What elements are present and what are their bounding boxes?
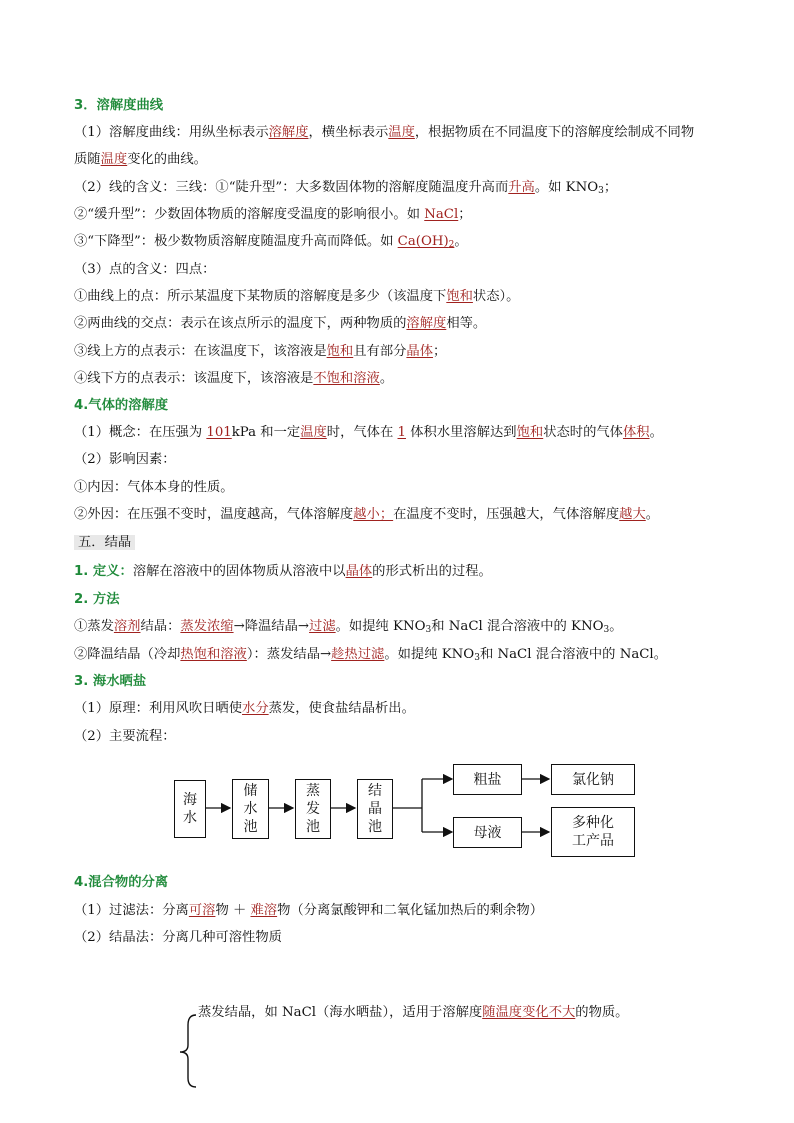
flow-box-evaporation-pond: 蒸 发 池 (295, 779, 331, 839)
paragraph: （2）结晶法：分离几种可溶性物质 (74, 930, 282, 945)
paragraph: （2）影响因素： (74, 452, 176, 467)
paragraph: ④线下方的点表示：该温度下，该溶液是不饱和溶液。 (74, 371, 394, 386)
paragraph: ③“下降型”：极少数物质溶解度随温度升高而降低。如 $Ca(OH)_2$。 (74, 234, 468, 250)
section-title-solubility-curve: 3．溶解度曲线 (74, 98, 164, 113)
paragraph: （3）点的含义：四点： (74, 262, 216, 277)
subsection-title-sea-salt: 3. 海水晒盐 (74, 674, 147, 689)
subsection-title-methods: 2. 方法 (74, 592, 120, 607)
paragraph: ②两曲线的交点：表示在该点所示的温度下，两种物质的溶解度相等。 (74, 316, 487, 331)
flow-box-sodium-chloride: 氯化钠 (551, 764, 635, 795)
paragraph: （1）概念：在压强为 101kPa 和一定温度时，气体在 1 体积水里溶解达到饱和状态时的气体体积。 (74, 425, 663, 440)
flow-box-mother-liquor: 母液 (453, 817, 522, 848)
section-title-mixture-separation: 4.混合物的分离 (74, 875, 169, 890)
paragraph: ①内因：气体本身的性质。 (74, 480, 234, 495)
flow-box-seawater: 海 水 (174, 780, 206, 838)
paragraph: （2）线的含义：三线：①“陡升型”：大多数固体物的溶解度随温度升高而升高。如 $KNO_3$； (74, 180, 618, 196)
paragraph: ②外因：在压强不变时，温度越高，气体溶解度越小；在温度不变时，压强越大，气体溶解度越大。 (74, 507, 660, 522)
paragraph: （2）主要流程： (74, 729, 176, 744)
flow-box-crystallization-pond: 结 晶 池 (357, 779, 393, 839)
flow-box-crude-salt: 粗盐 (453, 764, 522, 795)
paragraph: （1）溶解度曲线：用纵坐标表示溶解度，横坐标表示温度，根据物质在不同温度下的溶解度绘制成不同物 (74, 125, 695, 140)
paragraph: ①曲线上的点：所示某温度下某物质的溶解度是多少（该温度下饱和状态）。 (74, 289, 520, 304)
paragraph: ②“缓升型”：少数固体物质的溶解度受温度的影响很小。如 NaCl； (74, 207, 472, 222)
paragraph: （1）过滤法：分离可溶物 ＋ 难溶物（分离氯酸钾和二氧化锰加热后的剩余物） (74, 903, 544, 918)
paragraph: 1. 定义：溶解在溶液中的固体物质从溶液中以晶体的形式析出的过程。 (74, 564, 492, 579)
paragraph-evaporation-crystallization: 蒸发结晶，如 NaCl（海水晒盐），适用于溶解度随温度变化不大的物质。 (198, 1005, 629, 1020)
flow-box-chemical-products: 多种化 工产品 (551, 807, 635, 857)
paragraph: ①蒸发溶剂结晶：蒸发浓缩→降温结晶→过滤。如提纯 $KNO_3$和 NaCl 混合溶液中的 $KNO_3$。 (74, 619, 623, 635)
section-title-gas-solubility: 4.气体的溶解度 (74, 398, 169, 413)
paragraph: 质随温度变化的曲线。 (74, 152, 207, 167)
paragraph: ③线上方的点表示：在该温度下，该溶液是饱和且有部分晶体； (74, 344, 447, 359)
section-title-crystallization: 五．结晶 (74, 533, 135, 553)
paragraph: ②降温结晶（冷却热饱和溶液）：蒸发结晶→趁热过滤。如提纯 $KNO_3$和 NaCl 混合溶液中的 NaCl。 (74, 647, 667, 663)
paragraph: （1）原理：利用风吹日晒使水分蒸发，使食盐结晶析出。 (74, 701, 415, 716)
brace-icon (180, 1015, 196, 1087)
flow-box-storage-pond: 储 水 池 (232, 779, 269, 839)
